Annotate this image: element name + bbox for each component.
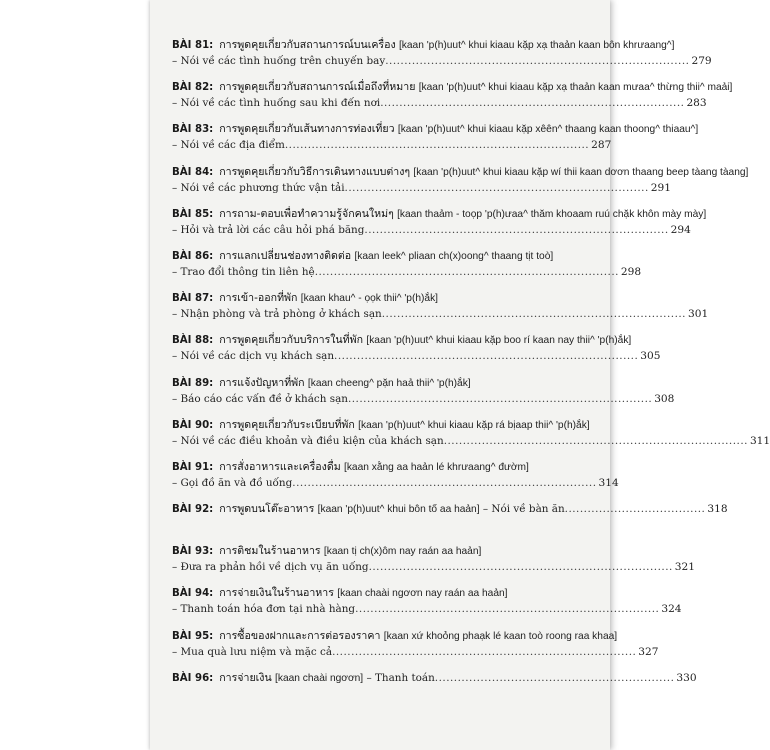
lesson-title-thai: การติชมในร้านอาหาร	[219, 545, 321, 558]
dot-leader: ................................................................................	[284, 139, 590, 152]
lesson-title-romanized: [kaan 'p(h)uut^ khui kiaau kặp wí thii kaan dơơn thaang beep tàang tàang]	[413, 166, 749, 178]
page-number: 318	[707, 503, 728, 516]
table-of-contents	[172, 37, 770, 712]
lesson-title-romanized: [kaan 'p(h)uut^ khui kiaau kặp xạ thaản kaan bôn khrưaang^]	[398, 40, 675, 51]
page-number: 301	[687, 308, 709, 321]
lesson-title-romanized: [kaan 'p(h)uut^ khui kiaau kặp xạ thaản kaan mưaa^ thừng thii^ maải]	[418, 82, 733, 94]
page-number: 311	[749, 434, 770, 447]
lesson-number: BÀI 95:	[172, 630, 214, 642]
dot-leader: .....................................	[564, 503, 706, 516]
lesson-title-vietnamese: – Nói về các dịch vụ khách sạn	[172, 350, 335, 363]
lesson-title-vietnamese: – Nói về các điều khoản và điều kiện của khách sạn	[172, 434, 444, 447]
lesson-title-thai: การพูดคุยเกี่ยวกับระเบียบที่พัก	[219, 418, 355, 431]
dot-leader: ................................................................................	[292, 476, 597, 489]
lesson-number: BÀI 85:	[172, 208, 214, 220]
lesson-title-thai: การเข้า-ออกที่พัก	[219, 292, 298, 305]
lesson-title-vietnamese: – Nói về bàn ăn	[482, 503, 565, 516]
lesson-title-thai: การถาม-ตอบเพื่อทำความรู้จักคนใหม่ๆ	[219, 207, 394, 220]
lesson-title-thai: การพูดคุยเกี่ยวกับสถานการณ์บนเครื่อง	[219, 39, 396, 51]
page-number: 308	[654, 392, 675, 405]
toc-entry	[172, 417, 770, 459]
lesson-number: BÀI 86:	[172, 250, 214, 262]
lesson-title-romanized: [kaan chaài ngơơn nay raán aa haản]	[337, 588, 508, 600]
lesson-title-romanized: [kaan 'p(h)uut^ khui kiaau kặp xêên^ thaang kaan thoong^ thiaau^]	[397, 124, 699, 136]
lesson-number: BÀI 83:	[172, 124, 214, 136]
page-number: 298	[620, 265, 642, 278]
page-number: 305	[640, 350, 661, 363]
lesson-title-vietnamese: – Nhận phòng và trả phòng ở khách sạn	[172, 308, 382, 321]
lesson-title-thai: การพูดคุยเกี่ยวกับเส้นทางการท่องเที่ยว	[219, 123, 395, 136]
toc-entry	[172, 121, 699, 163]
page-number: 291	[650, 181, 672, 194]
lesson-title-romanized: [kaan 'p(h)uut^ khui bôn tố aa haản]	[317, 504, 480, 516]
dot-leader: ................................................................................	[355, 603, 660, 616]
lesson-title-romanized: [kaan cheeng^ pặn haả thii^ 'p(h)ắk]	[307, 377, 471, 389]
page-number: 283	[686, 97, 707, 110]
lesson-title-romanized: [kaan 'p(h)uut^ khui kiaau kặp boo rí kaan nay thii^ 'p(h)ắk]	[366, 335, 632, 347]
lesson-title-romanized: [kaan thaảm - toọp 'p(h)ưaa^ thăm khoaam ruú chặk khôn mày mày]	[397, 208, 707, 220]
dot-leader: ................................................................................	[443, 434, 748, 447]
toc-entry	[172, 290, 709, 332]
lesson-number: BÀI 92:	[172, 504, 214, 516]
page-number: 294	[670, 223, 691, 236]
lesson-title-thai: การแลกเปลี่ยนช่องทางติดต่อ	[219, 249, 352, 262]
dot-leader: ................................................................................	[368, 561, 673, 574]
lesson-title-vietnamese: – Thanh toán hóa đơn tại nhà hàng	[172, 603, 356, 616]
lesson-title-thai: การพูดคุยเกี่ยวกับวิธีการเดินทางแบบต่างๆ	[219, 165, 411, 178]
lesson-title-vietnamese: – Nói về các tình huống sau khi đến nơi	[172, 97, 381, 110]
lesson-title-romanized: [kaan xứ khoỏng phaạk lé kaan toò roong raa khaa]	[383, 630, 618, 642]
dot-leader: ................................................................................	[314, 265, 619, 278]
toc-entry	[172, 628, 659, 670]
toc-entry	[172, 332, 661, 374]
lesson-title-vietnamese: – Hỏi và trả lời các câu hỏi phá băng	[172, 223, 365, 236]
lesson-title-thai: การแจ้งปัญหาที่พัก	[219, 376, 305, 389]
toc-entry	[172, 585, 682, 627]
lesson-title-thai: การซื้อของฝากและการต่อรองราคา	[219, 629, 381, 642]
lesson-title-vietnamese: – Mua quà lưu niệm và mặc cả	[172, 645, 333, 658]
lesson-title-thai: การพูดคุยเกี่ยวกับบริการในที่พัก	[219, 334, 364, 347]
toc-entry	[172, 459, 619, 501]
lesson-number: BÀI 90:	[172, 419, 214, 431]
lesson-number: BÀI 94:	[172, 588, 214, 600]
toc-entry	[172, 37, 712, 79]
toc-entry	[172, 164, 749, 206]
page-number: 321	[674, 561, 696, 574]
toc-entry	[172, 501, 728, 543]
lesson-title-vietnamese: – Trao đổi thông tin liên hệ	[172, 265, 315, 278]
lesson-number: BÀI 87:	[172, 293, 214, 305]
page-number: 287	[591, 139, 612, 152]
lesson-title-thai: การสั่งอาหารและเครื่องดื่ม	[219, 460, 341, 473]
toc-entry	[172, 543, 696, 585]
lesson-title-thai: การพูดคุยเกี่ยวกับสถานการณ์เมื่อถึงที่หมาย	[219, 81, 416, 94]
lesson-number: BÀI 89:	[172, 377, 214, 389]
dot-leader: ................................................................................	[385, 55, 690, 67]
lesson-title-thai: การจ่ายเงิน	[219, 671, 272, 684]
lesson-title-vietnamese: – Thanh toán	[366, 671, 435, 684]
lesson-title-vietnamese: – Đưa ra phản hồi về dịch vụ ăn uống	[172, 561, 369, 574]
page-number: 330	[676, 671, 697, 684]
toc-entry	[172, 79, 733, 121]
lesson-title-vietnamese: – Nói về các phương thức vận tải	[172, 181, 345, 194]
lesson-title-vietnamese: – Gọi đồ ăn và đồ uống	[172, 476, 293, 489]
lesson-title-romanized: [kaan tị ch(x)ôm nay raán aa haản]	[323, 546, 482, 558]
lesson-number: BÀI 96:	[172, 672, 214, 684]
lesson-number: BÀI 91:	[172, 461, 214, 473]
lesson-number: BÀI 93:	[172, 546, 214, 558]
lesson-title-romanized: [kaan chaài ngơơn]	[275, 672, 364, 684]
dot-leader: ................................................................................	[381, 308, 686, 321]
lesson-title-thai: การจ่ายเงินในร้านอาหาร	[219, 587, 334, 600]
lesson-title-vietnamese: – Báo cáo các vấn đề ở khách sạn	[172, 392, 348, 405]
lesson-title-romanized: [kaan leek^ pliaan ch(x)oong^ thaang tịt toò]	[354, 250, 554, 262]
lesson-title-romanized: [kaan khau^ - ọọk thii^ 'p(h)ắk]	[300, 293, 438, 305]
page-number: 327	[638, 645, 659, 658]
lesson-number: BÀI 84:	[172, 166, 214, 178]
dot-leader: ................................................................................	[344, 181, 649, 194]
dot-leader: ................................................................................	[334, 350, 639, 363]
lesson-title-vietnamese: – Nói về các địa điểm	[172, 139, 285, 152]
page-number: 314	[598, 476, 619, 489]
lesson-number: BÀI 81:	[172, 40, 214, 51]
page-number: 324	[661, 603, 682, 616]
dot-leader: ................................................................................	[380, 97, 685, 110]
dot-leader: ................................................................................	[347, 392, 653, 405]
toc-entry	[172, 206, 707, 248]
toc-entry	[172, 670, 697, 712]
lesson-title-romanized: [kaan 'p(h)uut^ khui kiaau kặp rá bịaap thii^ 'p(h)ắk]	[358, 419, 590, 431]
lesson-number: BÀI 88:	[172, 335, 214, 347]
dot-leader: ................................................................................	[332, 645, 637, 658]
lesson-title-romanized: [kaan xằng aa haản lé khrưaang^ đườm]	[344, 461, 529, 473]
toc-entry	[172, 248, 642, 290]
page-number: 279	[691, 55, 712, 67]
dot-leader: ...............................................................	[434, 671, 675, 684]
lesson-number: BÀI 82:	[172, 82, 214, 94]
lesson-title-vietnamese: – Nói về các tình huống trên chuyến bay	[172, 55, 386, 67]
toc-entry	[172, 375, 675, 417]
dot-leader: ................................................................................	[364, 223, 669, 236]
lesson-title-thai: การพูดบนโต๊ะอาหาร	[219, 503, 315, 516]
